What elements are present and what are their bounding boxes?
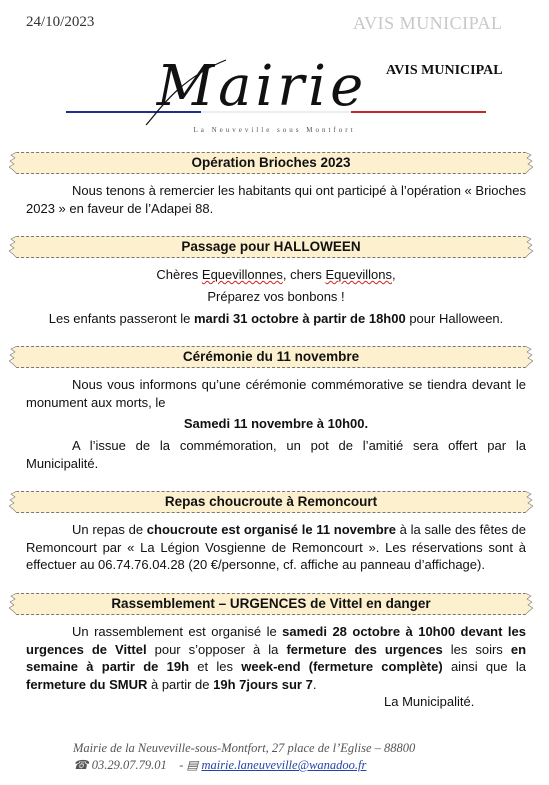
section-title-brioches	[16, 152, 526, 174]
section-title-choucroute	[16, 491, 526, 513]
choucroute-paragraph: Un repas de choucroute est organisé le 11 novembre à la salle des fêtes de Remoncourt par « La Légion Vosgienne de Remoncourt ». Les réservations sont à effectuer au 06.74.76.04.28 (20 €/personne, cf. affiche au panneau d’affichage).	[26, 522, 527, 572]
footer-separator: -	[179, 758, 184, 772]
halloween-candy-line: Préparez vos bonbons !	[207, 289, 345, 304]
section-title-text: Rassemblement – URGENCES de Vittel en danger	[111, 596, 431, 611]
footer-phone: 03.29.07.79.01	[91, 758, 167, 772]
logo-tagline: La Neuveville sous Montfort	[193, 126, 356, 134]
signature: La Municipalité.	[384, 694, 475, 709]
section-title-halloween	[16, 236, 526, 258]
section-title-urgences	[16, 593, 526, 615]
avis-municipal-label: AVIS MUNICIPAL	[386, 63, 503, 78]
footer-email-link[interactable]: mairie.laneuveville@wanadoo.fr	[201, 758, 367, 772]
ceremonie-pot-paragraph: A l’issue de la commémoration, un pot de l’amitié sera offert par la Municipalité.	[26, 438, 526, 471]
brioches-paragraph: Nous tenons à remercier les habitants qui ont participé à l’opération « Brioches 2023 » en faveur de l’Adapei 88.	[26, 183, 526, 216]
fax-icon: ▤	[186, 758, 199, 772]
halloween-time-line: Les enfants passeront le mardi 31 octobre à partir de 18h00 pour Halloween.	[48, 311, 504, 326]
section-title-text: Opération Brioches 2023	[191, 155, 351, 170]
section-title-ceremonie	[16, 346, 526, 368]
section-title-text: Cérémonie du 11 novembre	[182, 349, 360, 364]
footer-contact	[73, 757, 366, 773]
phone-icon: ☎	[73, 758, 89, 772]
ceremonie-paragraph: Nous vous informons qu’une cérémonie commémorative se tiendra devant le monument aux morts, le	[26, 377, 526, 410]
urgences-paragraph: Un rassemblement est organisé le samedi 28 octobre à 10h00 devant les urgences de Vittel pour s’opposer à la fermeture des urgences les soirs en semaine à partir de 19h et les week-end (fermeture complète) ainsi que la fermeture du SMUR à partir de 19h 7jours sur 7.	[26, 624, 527, 692]
section-title-text: Repas choucroute à Remoncourt	[164, 494, 378, 509]
ceremonie-date: Samedi 11 novembre à 10h00.	[183, 416, 369, 431]
document-date: 24/10/2023	[26, 14, 95, 30]
logo-text: Mairie	[156, 55, 368, 119]
section-title-text: Passage pour HALLOWEEN	[181, 239, 361, 254]
footer-address: Mairie de la Neuveville-sous-Montfort, 27 place de l’Eglise – 88800	[73, 741, 416, 755]
ghost-header-title: AVIS MUNICIPAL	[353, 13, 503, 33]
halloween-greeting: Chères Equevillonnes, chers Equevillons,	[156, 267, 396, 282]
